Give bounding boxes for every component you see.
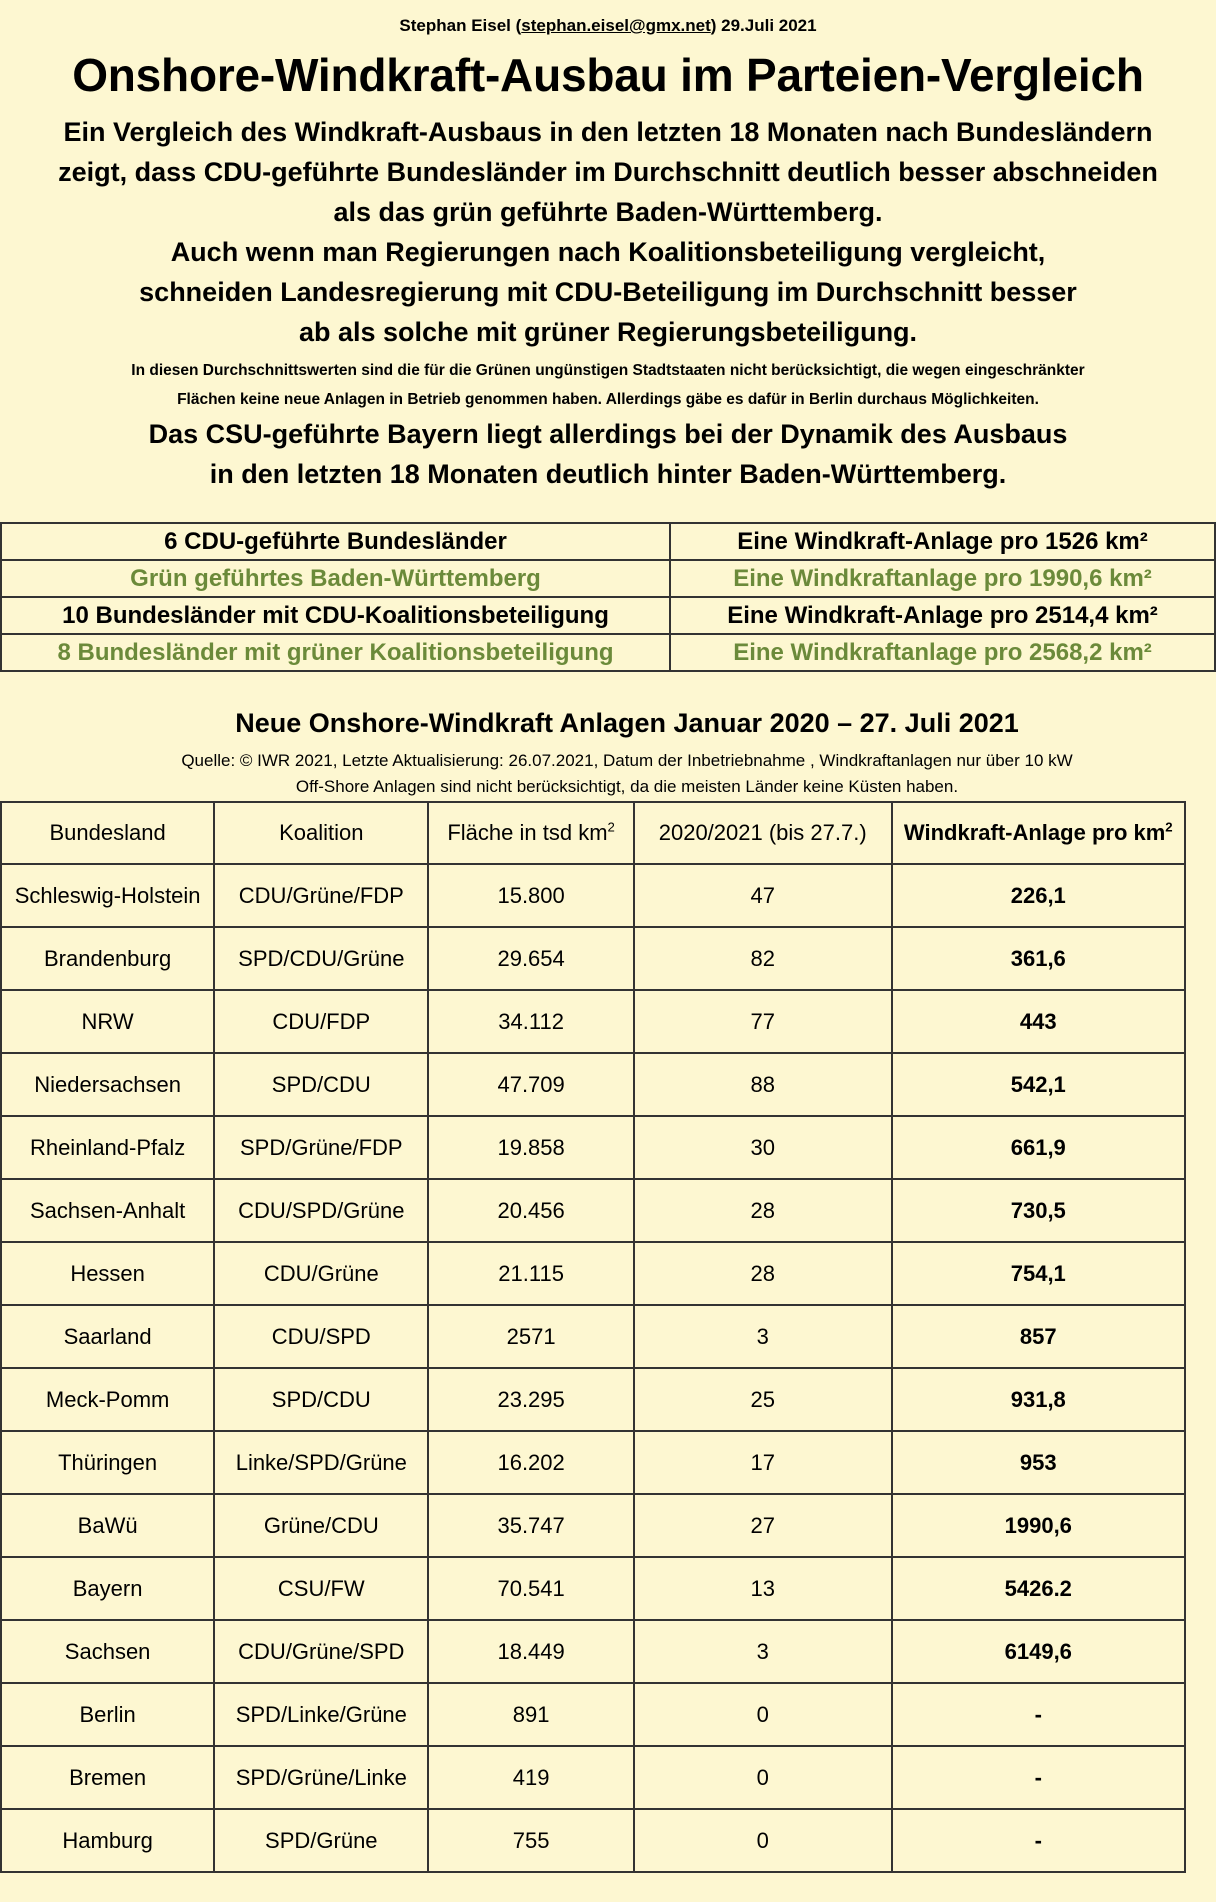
- cell-pro-km: 754,1: [892, 1242, 1185, 1305]
- cell-bundesland: Meck-Pomm: [1, 1368, 214, 1431]
- cell-anlagen: 17: [634, 1431, 892, 1494]
- cell-koalition: CSU/FW: [214, 1557, 428, 1620]
- cell-pro-km: -: [892, 1683, 1185, 1746]
- cell-bundesland: Sachsen: [1, 1620, 214, 1683]
- cell-anlagen: 3: [634, 1620, 892, 1683]
- cell-anlagen: 3: [634, 1305, 892, 1368]
- cell-bundesland: NRW: [1, 990, 214, 1053]
- cell-pro-km: 730,5: [892, 1179, 1185, 1242]
- cell-flaeche: 20.456: [428, 1179, 634, 1242]
- lead-line: Auch wenn man Regierungen nach Koalitionsbeteiligung vergleicht,: [170, 237, 1046, 267]
- cell-flaeche: 47.709: [428, 1053, 634, 1116]
- source-line: Off-Shore Anlagen sind nicht berücksichtigt, da die meisten Länder keine Küsten haben.: [295, 777, 959, 796]
- table-row: [1, 1053, 1185, 1116]
- lead-line: Ein Vergleich des Windkraft-Ausbaus in den letzten 18 Monaten nach Bundesländern: [63, 117, 1153, 147]
- cell-koalition: SPD/CDU/Grüne: [214, 927, 428, 990]
- cell-pro-km: 5426.2: [892, 1557, 1185, 1620]
- lead-line: Das CSU-geführte Bayern liegt allerdings bei der Dynamik des Ausbaus: [148, 419, 1068, 449]
- cell-koalition: CDU/SPD/Grüne: [214, 1179, 428, 1242]
- table-row: [1, 864, 1185, 927]
- table-row: [1, 927, 1185, 990]
- cell-bundesland: BaWü: [1, 1494, 214, 1557]
- cell-pro-km: 931,8: [892, 1368, 1185, 1431]
- cell-anlagen: 28: [634, 1179, 892, 1242]
- cell-koalition: CDU/Grüne: [214, 1242, 428, 1305]
- cell-bundesland: Bayern: [1, 1557, 214, 1620]
- lead-line: in den letzten 18 Monaten deutlich hinter Baden-Württemberg.: [209, 459, 1007, 489]
- cell-pro-km: 6149,6: [892, 1620, 1185, 1683]
- cell-koalition: Grüne/CDU: [214, 1494, 428, 1557]
- cell-koalition: SPD/Grüne: [214, 1809, 428, 1872]
- cell-koalition: SPD/Grüne/FDP: [214, 1116, 428, 1179]
- author-line: [0, 16, 1216, 36]
- summary-row: [1, 523, 1215, 560]
- cell-flaeche: 23.295: [428, 1368, 634, 1431]
- cell-anlagen: 0: [634, 1683, 892, 1746]
- cell-anlagen: 13: [634, 1557, 892, 1620]
- cell-pro-km: 542,1: [892, 1053, 1185, 1116]
- cell-flaeche: 15.800: [428, 864, 634, 927]
- data-table: [0, 801, 1186, 1873]
- summary-group: Grün geführtes Baden-Württemberg: [1, 560, 670, 597]
- page-title: Onshore-Windkraft-Ausbau im Parteien-Vergleich: [72, 49, 1144, 101]
- cell-flaeche: 34.112: [428, 990, 634, 1053]
- header-flaeche: Fläche in tsd $km^2$: [428, 802, 634, 864]
- cell-pro-km: -: [892, 1809, 1185, 1872]
- cell-koalition: CDU/FDP: [214, 990, 428, 1053]
- source-line: Quelle: © IWR 2021, Letzte Aktualisierung: 26.07.2021, Datum der Inbetriebnahme , Windkraftanlagen nur über 10 kW: [181, 751, 1073, 770]
- cell-koalition: CDU/Grüne/SPD: [214, 1620, 428, 1683]
- author-date: ) 29.Juli 2021: [710, 16, 817, 35]
- summary-value: Eine Windkraftanlage pro 1990,6 km²: [670, 560, 1215, 597]
- cell-anlagen: 82: [634, 927, 892, 990]
- cell-anlagen: 47: [634, 864, 892, 927]
- cell-pro-km: 443: [892, 990, 1185, 1053]
- summary-row: [1, 597, 1215, 634]
- cell-koalition: SPD/Linke/Grüne: [214, 1683, 428, 1746]
- table-row: [1, 1809, 1185, 1872]
- cell-anlagen: 0: [634, 1809, 892, 1872]
- cell-bundesland: Rheinland-Pfalz: [1, 1116, 214, 1179]
- summary-row: [1, 634, 1215, 671]
- table-row: [1, 1683, 1185, 1746]
- cell-flaeche: 16.202: [428, 1431, 634, 1494]
- cell-flaeche: 755: [428, 1809, 634, 1872]
- lead-line: als das grün geführte Baden-Württemberg.: [333, 197, 883, 227]
- cell-flaeche: 19.858: [428, 1116, 634, 1179]
- cell-flaeche: 891: [428, 1683, 634, 1746]
- table-row: [1, 1305, 1185, 1368]
- lead-line: zeigt, dass CDU-geführte Bundesländer im Durchschnitt deutlich besser abschneiden: [58, 157, 1158, 187]
- cell-flaeche: 2571: [428, 1305, 634, 1368]
- cell-koalition: SPD/CDU: [214, 1368, 428, 1431]
- table-row: [1, 1620, 1185, 1683]
- header-pro-km: Windkraft-Anlage pro $km^2$: [892, 802, 1185, 864]
- cell-pro-km: 661,9: [892, 1116, 1185, 1179]
- header-bundesland: Bundesland: [1, 802, 214, 864]
- cell-pro-km: -: [892, 1746, 1185, 1809]
- source-note: [0, 748, 1216, 800]
- table-header-row: [1, 802, 1185, 864]
- cell-bundesland: Brandenburg: [1, 927, 214, 990]
- table-title: Neue Onshore-Windkraft Anlagen Januar 2020 – 27. Juli 2021: [235, 708, 1019, 738]
- cell-flaeche: 35.747: [428, 1494, 634, 1557]
- summary-value: Eine Windkraft-Anlage pro 2514,4 km²: [670, 597, 1215, 634]
- cell-anlagen: 28: [634, 1242, 892, 1305]
- cell-pro-km: 1990,6: [892, 1494, 1185, 1557]
- cell-flaeche: 29.654: [428, 927, 634, 990]
- cell-flaeche: 21.115: [428, 1242, 634, 1305]
- cell-koalition: CDU/SPD: [214, 1305, 428, 1368]
- table-row: [1, 1557, 1185, 1620]
- cell-pro-km: 226,1: [892, 864, 1185, 927]
- cell-bundesland: Berlin: [1, 1683, 214, 1746]
- cell-flaeche: 419: [428, 1746, 634, 1809]
- table-row: [1, 990, 1185, 1053]
- author-email-link[interactable]: stephan.eisel@gmx.net: [521, 16, 711, 35]
- cell-pro-km: 857: [892, 1305, 1185, 1368]
- cell-bundesland: Sachsen-Anhalt: [1, 1179, 214, 1242]
- cell-bundesland: Hamburg: [1, 1809, 214, 1872]
- cell-koalition: SPD/Grüne/Linke: [214, 1746, 428, 1809]
- lead-line: ab als solche mit grüner Regierungsbeteiligung.: [298, 317, 918, 347]
- cell-bundesland: Saarland: [1, 1305, 214, 1368]
- table-row: [1, 1494, 1185, 1557]
- cell-koalition: Linke/SPD/Grüne: [214, 1431, 428, 1494]
- cell-bundesland: Hessen: [1, 1242, 214, 1305]
- cell-anlagen: 27: [634, 1494, 892, 1557]
- summary-row: [1, 560, 1215, 597]
- table-row: [1, 1431, 1185, 1494]
- cell-anlagen: 0: [634, 1746, 892, 1809]
- cell-anlagen: 88: [634, 1053, 892, 1116]
- cell-bundesland: Niedersachsen: [1, 1053, 214, 1116]
- table-row: [1, 1116, 1185, 1179]
- summary-value: Eine Windkraftanlage pro 2568,2 km²: [670, 634, 1215, 671]
- table-row: [1, 1746, 1185, 1809]
- cell-koalition: SPD/CDU: [214, 1053, 428, 1116]
- summary-group: 8 Bundesländer mit grüner Koalitionsbeteiligung: [1, 634, 670, 671]
- summary-table: [0, 522, 1216, 672]
- summary-value: Eine Windkraft-Anlage pro 1526 km²: [670, 523, 1215, 560]
- cell-pro-km: 361,6: [892, 927, 1185, 990]
- header-anlagen: 2020/2021 (bis 27.7.): [634, 802, 892, 864]
- cell-koalition: CDU/Grüne/FDP: [214, 864, 428, 927]
- cell-flaeche: 18.449: [428, 1620, 634, 1683]
- cell-anlagen: 25: [634, 1368, 892, 1431]
- cell-pro-km: 953: [892, 1431, 1185, 1494]
- table-row: [1, 1179, 1185, 1242]
- table-row: [1, 1242, 1185, 1305]
- summary-group: 6 CDU-geführte Bundesländer: [1, 523, 670, 560]
- bayern-text: [0, 414, 1216, 494]
- cell-bundesland: Bremen: [1, 1746, 214, 1809]
- note-text: [0, 356, 1216, 414]
- summary-group: 10 Bundesländer mit CDU-Koalitionsbeteiligung: [1, 597, 670, 634]
- lead-text: [0, 112, 1216, 352]
- cell-flaeche: 70.541: [428, 1557, 634, 1620]
- cell-anlagen: 30: [634, 1116, 892, 1179]
- cell-anlagen: 77: [634, 990, 892, 1053]
- table-row: [1, 1368, 1185, 1431]
- note-line: Flächen keine neue Anlagen in Betrieb genommen haben. Allerdings gäbe es dafür in Berlin durchaus Möglichkeiten.: [177, 391, 1039, 408]
- lead-line: schneiden Landesregierung mit CDU-Beteiligung im Durchschnitt besser: [139, 277, 1077, 307]
- author-name: Stephan Eisel (: [399, 16, 522, 35]
- cell-bundesland: Schleswig-Holstein: [1, 864, 214, 927]
- header-koalition: Koalition: [214, 802, 428, 864]
- cell-bundesland: Thüringen: [1, 1431, 214, 1494]
- note-line: In diesen Durchschnittswerten sind die für die Grünen ungünstigen Stadtstaaten nicht berücksichtigt, die wegen eingeschränkter: [131, 362, 1085, 379]
